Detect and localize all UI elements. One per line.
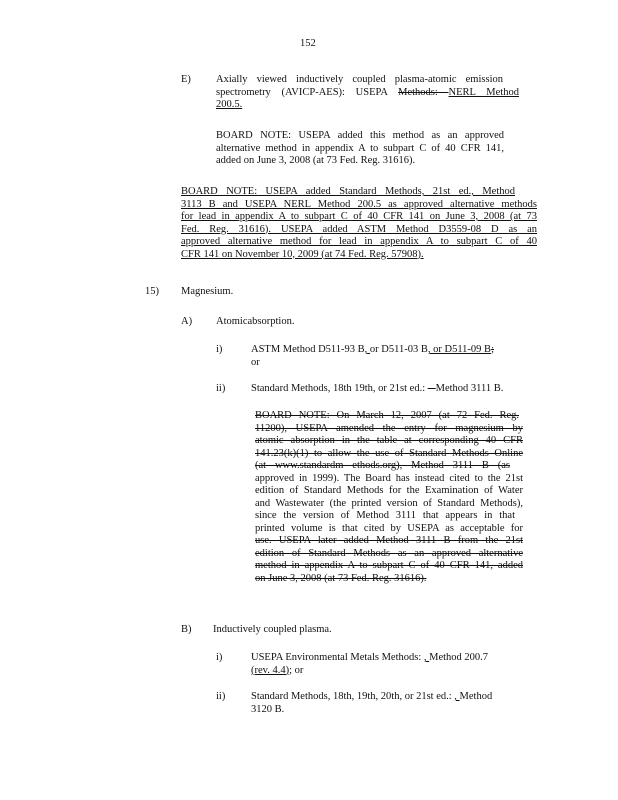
- struck-line: on June 3, 2008 (at 73 Fed. Reg. 31616).: [255, 572, 427, 584]
- item-b-title: Inductively coupled plasma.: [213, 624, 332, 635]
- item-e-text: [216, 74, 519, 112]
- inserted-text: (rev. 4.4): [251, 664, 290, 676]
- note-line: BOARD NOTE: USEPA added Standard Methods, 21st ed., Method: [181, 186, 515, 197]
- board-note-lead: [181, 186, 537, 261]
- item-e-line: Axially viewed inductively coupled plasma-atomic emission: [216, 74, 503, 85]
- struck-line: 11200), USEPA amended the entry for magnesium by: [255, 422, 523, 434]
- struck-line: method in appendix A to subpart C of 40 CFR 141, added: [255, 560, 523, 571]
- item-15-title: Magnesium.: [181, 286, 234, 297]
- note-line: approved alternative method for lead in appendix A to subpart C of 40: [181, 236, 537, 247]
- item-line: [251, 691, 541, 704]
- text-span: Method 3111 B.: [435, 383, 504, 394]
- item-a-i-text: [251, 344, 538, 369]
- item-e-label: E): [181, 74, 191, 85]
- inserted-text: ,: [454, 691, 460, 702]
- struck-line: 141.23(k)(1) to allow the use of Standard Methods Online: [255, 447, 523, 459]
- note-line: and Wastewater (the printed version of Standard Methods),: [255, 497, 523, 509]
- note-line: alternative method in appendix A to subpart C of 40 CFR 141,: [216, 142, 504, 154]
- note-line: Fed. Reg. 31616). USEPA added ASTM Method D3559-08 D as an: [181, 223, 537, 235]
- struck-line: (at www.standardm ethods.org), Method 3111 B (as: [255, 460, 510, 471]
- page-number: 152: [300, 38, 316, 49]
- text-span: or D511-03 B: [369, 344, 428, 355]
- item-15-label: 15): [145, 286, 159, 297]
- item-line: [251, 652, 541, 665]
- struck-line: BOARD NOTE: On March 12, 2007 (at 72 Fed. Reg.: [255, 410, 519, 421]
- item-a-ii-text: [251, 383, 541, 396]
- board-note-e: [216, 130, 504, 168]
- item-line: [251, 665, 541, 678]
- text-span: USEPA Environmental Metals Methods:: [251, 652, 424, 663]
- text-span: ; or: [289, 664, 304, 676]
- note-line: printed volume is that cited by USEPA as acceptable for: [255, 522, 523, 534]
- item-line: or: [251, 356, 260, 368]
- item-b-i-text: [251, 652, 541, 677]
- struck-text: –: [427, 383, 436, 394]
- board-note-magnesium: [255, 410, 523, 585]
- note-line: BOARD NOTE: USEPA added this method as an approved: [216, 130, 504, 141]
- struck-line: use. USEPA later added Method 3111 B from the 21st: [255, 535, 523, 546]
- note-line: 3113 B and USEPA NERL Method 200.5 as approved alternative methods: [181, 198, 537, 210]
- inserted-text: , or D511-09 B: [427, 344, 492, 355]
- note-line: edition of Standard Methods for the Examination of Water: [255, 485, 523, 496]
- note-line: added on June 3, 2008 (at 73 Fed. Reg. 31616).: [216, 155, 416, 166]
- note-line: since the version of Method 3111 that appears in that: [255, 510, 515, 521]
- item-b-label: B): [181, 624, 192, 635]
- item-line: 3120 B.: [251, 703, 285, 715]
- inserted-text: NERL Method: [448, 86, 519, 98]
- item-line: [251, 344, 538, 357]
- item-a-title: Atomicabsorption.: [216, 316, 295, 327]
- text-span: Method 200.7: [429, 652, 489, 663]
- item-e-line: [216, 87, 519, 100]
- note-line: CFR 141 on November 10, 2009 (at 74 Fed. Reg. 57908).: [181, 248, 424, 260]
- item-b-ii-label: ii): [216, 691, 226, 702]
- item-a-i-label: i): [216, 344, 223, 355]
- text-span: Standard Methods, 18th, 19th, 20th, or 21st ed.:: [251, 691, 455, 702]
- text-span: ASTM Method D511-93 B: [251, 344, 365, 355]
- text-span: Method: [459, 691, 493, 702]
- item-b-i-label: i): [216, 652, 223, 663]
- struck-line: atomic absorption in the table at corresponding 40 CFR: [255, 435, 523, 446]
- inserted-text: ,: [423, 652, 430, 663]
- inserted-text: 200.5.: [216, 99, 243, 110]
- struck-text: Methods:: [398, 86, 449, 98]
- item-a-ii-label: ii): [216, 383, 226, 394]
- item-b-ii-text: [251, 691, 541, 716]
- struck-text: ;: [491, 344, 494, 355]
- text-span: Standard Methods, 18th 19th, or 21st ed.:: [251, 383, 428, 394]
- note-line: for lead in appendix A to subpart C of 40 CFR 141 on June 3, 2008 (at 73: [181, 211, 537, 222]
- text-span: spectrometry (AVICP-AES): USEPA: [216, 86, 399, 98]
- item-a-label: A): [181, 316, 193, 327]
- inserted-text: ,: [364, 344, 370, 355]
- item-line: [251, 383, 541, 396]
- note-line: approved in 1999). The Board has instead cited to the 21st: [255, 472, 523, 484]
- struck-line: edition of Standard Methods as an approved alternative: [255, 547, 523, 559]
